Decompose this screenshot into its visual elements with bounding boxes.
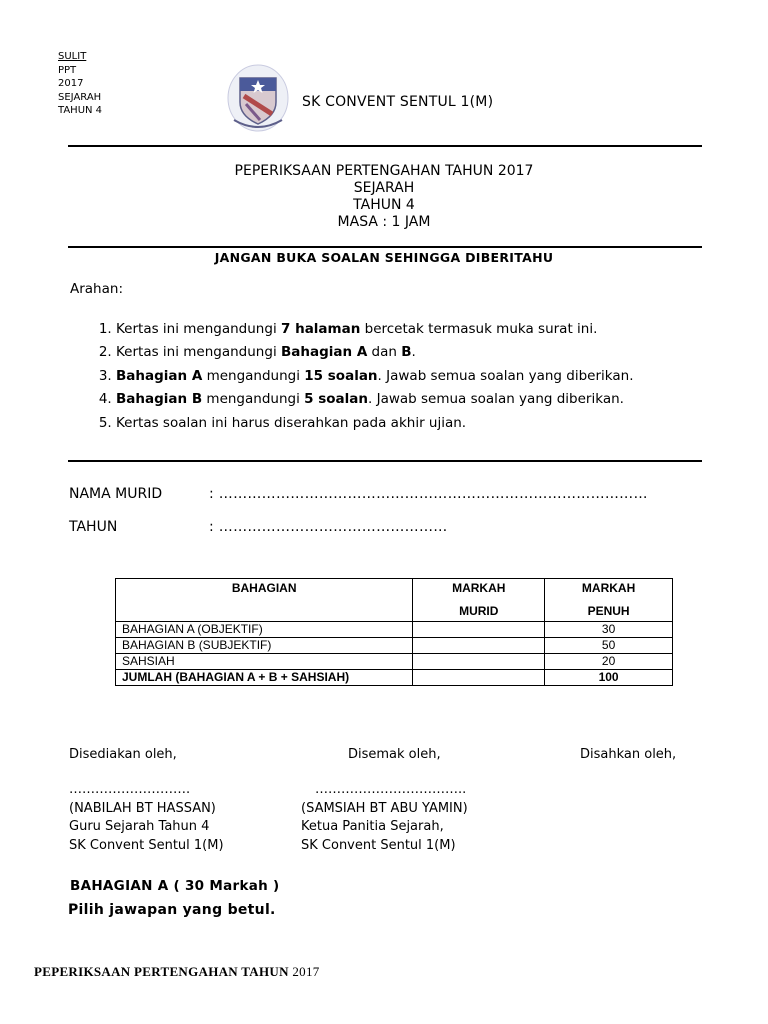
checked-signature-line: ……………………………..	[315, 782, 467, 797]
row-student-mark[interactable]	[413, 654, 545, 670]
row-section: SAHSIAH	[116, 654, 413, 670]
corner-ppt: PPT	[58, 64, 77, 76]
total-full-mark: 100	[545, 670, 673, 686]
corner-subject: SEJARAH	[58, 91, 102, 103]
checked-by-block	[301, 781, 468, 855]
divider-top	[68, 145, 702, 147]
table-total-row	[116, 670, 673, 686]
marks-table	[115, 578, 673, 686]
instruction-item: 3. Bahagian A mengandungi 15 soalan. Jawab semua soalan yang diberikan.	[116, 365, 633, 388]
table-row	[116, 638, 673, 654]
header-student-marks: MARKAH MURID	[413, 579, 545, 622]
instructions-list	[70, 318, 633, 435]
section-a-instruction: Pilih jawapan yang betul.	[68, 902, 276, 918]
checked-role: Ketua Panitia Sejarah,	[301, 819, 444, 834]
exam-subject: SEJARAH	[353, 180, 415, 196]
divider-instructions	[68, 460, 702, 462]
student-name-label: NAMA MURID	[69, 486, 163, 502]
header-section: BAHAGIAN	[116, 579, 413, 622]
row-student-mark[interactable]	[413, 622, 545, 638]
student-year-field[interactable]: : …………………………………………	[209, 519, 448, 535]
total-section: JUMLAH (BAHAGIAN A + B + SAHSIAH)	[116, 670, 413, 686]
table-row	[116, 654, 673, 670]
student-year-label: TAHUN	[69, 519, 118, 535]
prepared-role: Guru Sejarah Tahun 4	[69, 819, 210, 834]
corner-year: 2017	[58, 78, 84, 89]
page-footer	[34, 964, 320, 980]
exam-duration: MASA : 1 JAM	[337, 214, 431, 230]
table-row	[116, 622, 673, 638]
corner-class: TAHUN 4	[58, 105, 103, 116]
checked-name: (SAMSIAH BT ABU YAMIN)	[301, 800, 468, 816]
school-crest-icon	[226, 64, 290, 134]
warning-text: JANGAN BUKA SOALAN SEHINGGA DIBERITAHU	[214, 250, 554, 265]
checked-school: SK Convent Sentul 1(M)	[301, 837, 456, 853]
exam-year: TAHUN 4	[353, 197, 415, 213]
corner-sulit: SULIT	[58, 51, 87, 62]
marks-table-header	[116, 579, 673, 622]
student-name-field[interactable]: : ………………………………………………………………………………	[209, 486, 648, 502]
prepared-name: (NABILAH BT HASSAN)	[69, 800, 216, 816]
row-student-mark[interactable]	[413, 638, 545, 654]
footer-year: 2017	[292, 964, 320, 979]
prepared-by-block	[69, 781, 224, 855]
divider-title	[68, 246, 702, 248]
section-a-title: BAHAGIAN A ( 30 Markah )	[70, 878, 280, 894]
prepared-by-label: Disediakan oleh,	[69, 747, 177, 762]
exam-title: PEPERIKSAAN PERTENGAHAN TAHUN 2017	[234, 163, 534, 179]
checked-by-label: Disemak oleh,	[348, 747, 441, 762]
school-name: SK CONVENT SENTUL 1(M)	[302, 94, 494, 110]
row-full-mark: 30	[545, 622, 673, 638]
instruction-item: 2. Kertas ini mengandungi Bahagian A dan B.	[116, 341, 633, 364]
footer-text: PEPERIKSAAN PERTENGAHAN TAHUN	[34, 964, 289, 979]
row-section: BAHAGIAN B (SUBJEKTIF)	[116, 638, 413, 654]
instructions-label: Arahan:	[70, 281, 123, 297]
instruction-item: 1. Kertas ini mengandungi 7 halaman bercetak termasuk muka surat ini.	[116, 318, 633, 341]
prepared-signature-line: ……………………….	[69, 782, 191, 797]
row-full-mark: 20	[545, 654, 673, 670]
header-full-marks: MARKAH PENUH	[545, 579, 673, 622]
total-student-mark[interactable]	[413, 670, 545, 686]
prepared-school: SK Convent Sentul 1(M)	[69, 837, 224, 853]
instruction-item: 5. Kertas soalan ini harus diserahkan pada akhir ujian.	[116, 412, 633, 435]
corner-label	[58, 50, 102, 118]
instruction-item: 4. Bahagian B mengandungi 5 soalan. Jawab semua soalan yang diberikan.	[116, 388, 633, 411]
row-section: BAHAGIAN A (OBJEKTIF)	[116, 622, 413, 638]
row-full-mark: 50	[545, 638, 673, 654]
approved-by-label: Disahkan oleh,	[580, 747, 677, 762]
